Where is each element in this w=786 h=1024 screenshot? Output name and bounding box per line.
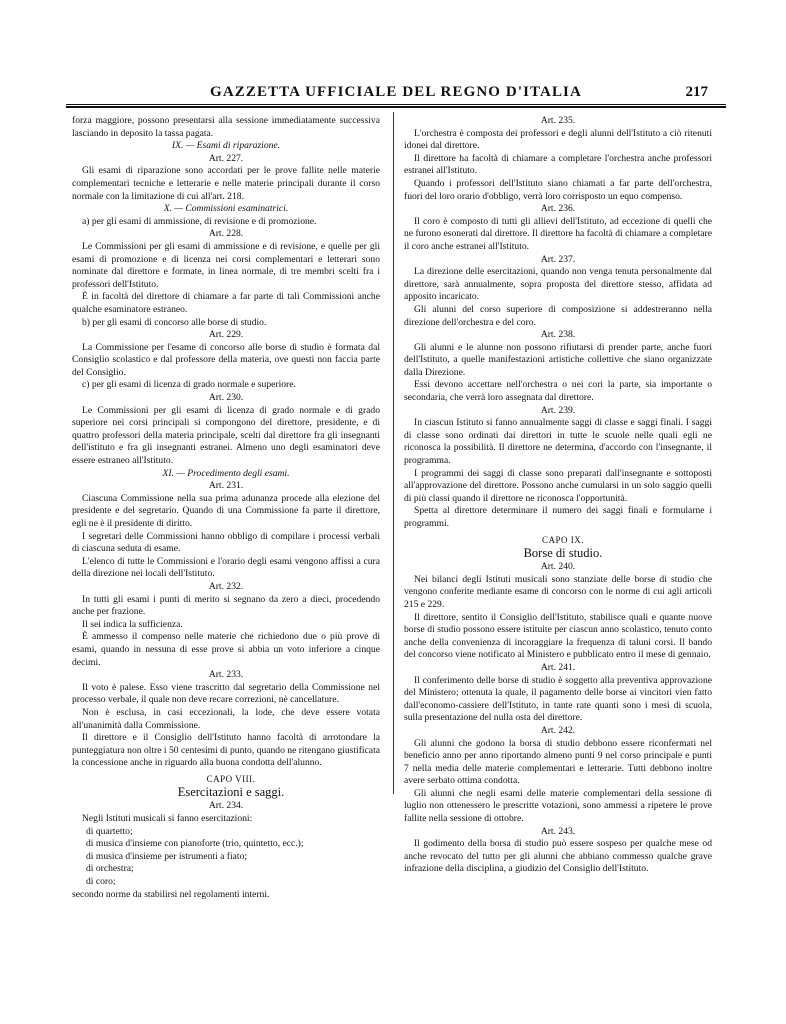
article-number: Art. 237. [540, 253, 576, 265]
gazette-title: GAZZETTA UFFICIALE DEL REGNO D'ITALIA [210, 84, 582, 100]
paragraph: Le Commissioni per gli esami di licenza di grado normale e di grado superiore nei corsi principali si compongono del direttore, presidente, e di quattro professori della materia principale, scelti dal direttore fra gli insegnanti dell'istituto e fra gli insegnanti estranei. Almeno uno degli esaminatori deve essere estraneo all'Istituto. [72, 404, 380, 467]
paragraph: Il direttore ha facoltà di chiamare a completare l'orchestra anche professori estranei all'Istituto. [404, 152, 712, 177]
paragraph: Il direttore, sentito il Consiglio dell'Istituto, stabilisce quali e quante nuove borse di studio possono essere istituite per ciascun anno scolastico, tenuto conto anche della convenienza di incoraggiare la frequenza di taluni corsi. Il bando del concorso viene notificato al Ministero e pubblicato entro il mese di gennaio. [404, 611, 712, 661]
header-rule [66, 104, 726, 108]
paragraph: È ammesso il compenso nelle materie che richiedono due o più prove di esami, quando in nessuna di esse prove si abbia un voto inferiore a cinque decimi. [72, 631, 380, 668]
page-header [66, 80, 726, 104]
paragraph: Il godimento della borsa di studio può essere sospeso per qualche mese od anche revocato del tutto per gli alunni che abbiano commesso qualche grave infrazione della disciplina, a giudizio del Consiglio dell'Istituto. [404, 838, 712, 875]
chapter-label: CAPO IX. [541, 534, 584, 545]
section-heading: X. — Commissioni esaminatrici. [163, 203, 289, 215]
article-number: Art. 229. [208, 329, 244, 341]
paragraph: Gli alunni del corso superiore di composizione si addestreranno nella direzione dell'orchestra e del coro. [404, 303, 712, 328]
paragraph: b) per gli esami di concorso alle borse di studio. [82, 316, 267, 328]
paragraph: Il sei indica la sufficienza. [82, 618, 183, 630]
article-number: Art. 240. [540, 561, 576, 573]
paragraph: Quando i professori dell'Istituto siano chiamati a far parte dell'orchestra, fuori del loro orario d'obbligo, verrà loro corrisposto un equo compenso. [404, 177, 712, 202]
list-item: di musica d'insieme per istrumenti a fiato; [86, 850, 248, 862]
article-number: Art. 239. [540, 404, 576, 416]
paragraph: Non è esclusa, in casi eccezionali, la lode, che deve essere votata all'unanimità dalla Commissione. [72, 706, 380, 731]
paragraph: In ciascun Istituto si fanno annualmente saggi di classe e saggi finali. I saggi di classe sono ordinati dai direttori in tutte le scuole nelle quali egli ne riconosca la possibilità. Il direttore ne determina, d'accordo con l'insegnante, il programma. [404, 417, 712, 467]
paragraph: È in facoltà del direttore di chiamare a far parte di tali Commissioni anche qualche esaminatore estraneo. [72, 291, 380, 315]
paragraph: Spetta al direttore determinare il numero dei saggi finali e formularne i programmi. [404, 505, 712, 529]
article-number: Art. 232. [208, 580, 244, 592]
chapter-label: CAPO VIII. [206, 773, 256, 784]
article-number: Art. 236. [540, 203, 576, 215]
paragraph: Il voto è palese. Esso viene trascritto dal segretario della Commissione nel processo verbale, il quale non deve recare correzioni, nè cancellature. [72, 681, 380, 706]
paragraph: I segretari delle Commissioni hanno obbligo di compilare i processi verbali di ciascuna seduta di esame. [72, 530, 380, 555]
article-number: Art. 228. [208, 228, 244, 240]
article-number: Art. 238. [540, 329, 576, 341]
chapter-title: Borse di studio. [523, 546, 603, 561]
paragraph: L'elenco di tutte le Commissioni e l'orario degli esami vengono affissi a cura della direzione nei locali dell'Istituto. [72, 555, 380, 580]
paragraph: Il conferimento delle borse di studio è soggetto alla preventiva approvazione del Ministero; ottenuta la quale, il pagamento delle borse ai vincitori vien fatto dall'economo-cassiere dell'Istituto, in tante rate quanti sono i mesi di scuola, sulla presentazione del nulla osta del direttore. [404, 674, 712, 724]
right-column [404, 115, 712, 876]
article-number: Art. 242. [540, 724, 576, 736]
list-item: di orchestra; [86, 863, 134, 875]
list-item: di quartetto; [86, 825, 133, 837]
list-item: di musica d'insieme con pianoforte (trio, quintetto, ecc.); [86, 838, 304, 850]
paragraph: Il direttore e il Consiglio dell'Istituto hanno facoltà di arrotondare la punteggiatura non oltre i 50 centesimi di punto, quando ne ritengano giustificata la concessione anche in riguardo alla buona condotta dell'alunno. [72, 732, 380, 769]
paragraph: Gli esami di riparazione sono accordati per le prove fallite nelle materie complementari tecniche e letterarie e nelle materie principali durante il corso normale con la limitazione di cui all'art. 218. [72, 165, 380, 202]
paragraph: secondo norme da stabilirsi nel regolamenti interni. [72, 888, 270, 900]
paragraph: La Commissione per l'esame di concorso alle borse di studio è formata dal Consiglio scolastico e dal professore della materia, ove questi non faccia parte del Consiglio. [72, 341, 380, 378]
paragraph: Ciascuna Commissione nella sua prima adunanza procede alla elezione del presidente e del segretario. Quando di una Commissione fa parte il direttore, egli ne è il presidente di diritto. [72, 492, 380, 529]
paragraph: Gli alunni che godono la borsa di studio debbono essere riconfermati nel beneficio anno per anno riportando almeno punti 9 nel corso principale e punti 7 nella media delle materie complementari e letterarie. Tutti debbono inoltre avere serbato ottima condotta. [404, 737, 712, 787]
article-number: Art. 230. [208, 392, 244, 404]
article-number: Art. 241. [540, 661, 576, 673]
paragraph: L'orchestra è composta dei professori e degli alunni dell'Istituto a ciò ritenuti idonei dal direttore. [404, 127, 712, 152]
article-number: Art. 227. [208, 152, 244, 164]
left-column [72, 115, 380, 901]
article-number: Art. 243. [540, 825, 576, 837]
paragraph: Le Commissioni per gli esami di ammissione e di revisione, e quelle per gli esami di promozione e di licenza nei corsi complementari e letterari sono nominate dal direttore e formate, in linea normale, di tre membri scelti fra i professori dell'Istituto. [72, 240, 380, 290]
paragraph: Nei bilanci degli Istituti musicali sono stanziate delle borse di studio che vengono conferite mediante esame di concorso con le norme di cui agli articoli 215 e 229. [404, 573, 712, 610]
page-number: 217 [685, 84, 708, 100]
article-number: Art. 231. [208, 480, 244, 492]
article-number: Art. 235. [540, 115, 576, 126]
paragraph: La direzione delle esercitazioni, quando non venga tenuta personalmente dal direttore, sarà annualmente, sopra proposta del direttore stesso, affidata ad apposito incaricato. [404, 266, 712, 303]
paragraph: Gli alunni che negli esami delle materie complementari della sessione di luglio non ottenessero le prescritte votazioni, sono ammessi a ripetere le prove fallite nella sessione di ottobre. [404, 787, 712, 825]
paragraph: I programmi dei saggi di classe sono preparati dall'insegnante e sottoposti all'approvazione del direttore. Possono anche cumularsi in un solo saggio quelli di più classi quando il direttore ne riconosca l'opportunità. [404, 467, 712, 504]
paragraph: Negli Istituti musicali si fanno esercitazioni: [82, 813, 253, 825]
paragraph: Essi devono accettare nell'orchestra o nei cori la parte, sia importante o secondaria, che verrà loro assegnata dal direttore. [404, 379, 712, 404]
article-number: Art. 233. [208, 669, 244, 681]
paragraph: Il coro è composto di tutti gli allievi dell'Istituto, ad eccezione di quelli che ne furono esonerati dal direttore. Il direttore ha facoltà di chiamare a completare il coro anche estranei all'Istituto. [404, 215, 712, 252]
paragraph: c) per gli esami di licenza di grado normale e superiore. [82, 379, 296, 391]
section-heading: XI. — Procedimento degli esami. [162, 467, 290, 479]
paragraph: a) per gli esami di ammissione, di revisione e di promozione. [82, 215, 317, 227]
paragraph: forza maggiore, possono presentarsi alla sessione immediatamente successiva lasciando in deposito la tassa pagata. [72, 115, 380, 139]
paragraph: Gli alunni e le alunne non possono rifiutarsi di prender parte, anche fuori dell'Istituto, a quelle manifestazioni artistiche collettive che siano organizzate dalla Direzione. [404, 341, 712, 378]
paragraph: In tutti gli esami i punti di merito si segnano da zero a dieci, procedendo anche per frazione. [72, 593, 380, 618]
chapter-title: Esercitazioni e saggi. [177, 785, 285, 800]
article-number: Art. 234. [208, 800, 244, 812]
column-divider [393, 112, 394, 794]
section-heading: IX. — Esami di riparazione. [171, 140, 281, 152]
list-item: di coro; [86, 876, 116, 888]
